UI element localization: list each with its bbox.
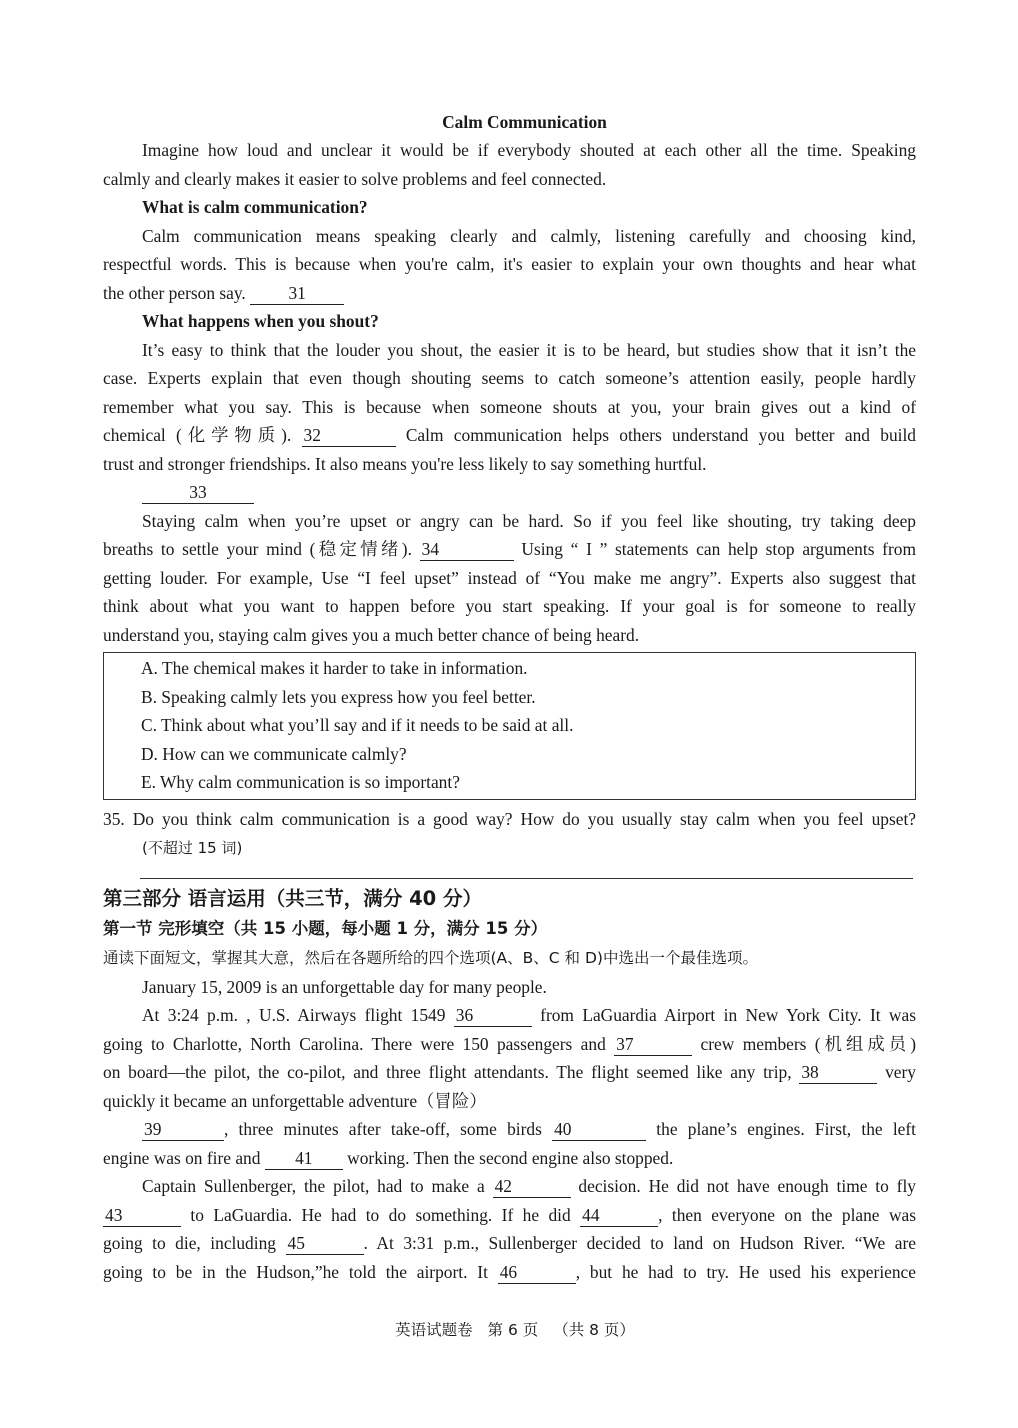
cloze-text: working. Then the second engine also stopped. [347,1147,674,1168]
cloze-text: very [885,1062,916,1082]
passage-text-line: think about what you want to happen before you start speaking. If your goal is for someone to really [103,596,916,616]
passage-text: the other person say. [103,282,246,303]
passage-text-line: Imagine how loud and unclear it would be if everybody shouted at each other all the time. Speaking [142,140,916,160]
part3-heading: 第三部分 语言运用（共三节，满分 40 分） [103,886,483,910]
passage-text-line: respectful words. This is because when you're calm, it's easier to explain your own thoughts and hear what [103,254,916,274]
word-limit: (不超过 15 词) [142,839,243,857]
blank-39[interactable]: 39 [142,1119,224,1141]
cloze-text: At 3:24 p.m. , U.S. Airways flight 1549 [142,1005,446,1025]
answer-line-35[interactable] [140,862,913,879]
blank-36[interactable]: 36 [454,1005,532,1027]
option-d[interactable]: D. How can we communicate calmly? [141,743,407,764]
blank-42[interactable]: 42 [493,1176,571,1198]
part3-subheading: 第一节 完形填空（共 15 小题，每小题 1 分，满分 15 分） [103,918,548,938]
option-c[interactable]: C. Think about what you’ll say and if it needs to be said at all. [141,715,574,735]
cloze-text: on board—the pilot, the co-pilot, and three flight attendants. The flight seemed like any trip, [103,1062,792,1082]
cloze-text: going to Charlotte, North Carolina. There were 150 passengers and [103,1033,606,1054]
section-heading: What happens when you shout? [142,311,379,331]
passage-text-line: remember what you say. This is because when someone shouts at you, your brain gives out a kind of [103,396,916,417]
cloze-text: going to die, including [103,1233,276,1253]
cloze-text-line: quickly it became an unforgettable adventure（冒险） [103,1090,487,1111]
exam-page [103,108,916,1286]
cloze-text: from LaGuardia Airport in New York City. It was [540,1005,916,1025]
blank-34[interactable]: 34 [420,539,514,561]
passage-text-line: understand you, staying calm gives you a much better chance of being heard. [103,624,640,645]
passage-text-line [103,478,916,507]
passage-text-line: case. Experts explain that even though shouting seems to catch someone’s attention easily, people hardly [103,368,916,388]
passage-text-line [103,535,916,564]
cloze-text: Captain Sullenberger, the pilot, had to make a [142,1176,485,1196]
blank-33[interactable]: 33 [142,482,254,504]
option-a[interactable]: A. The chemical makes it harder to take in information. [141,658,528,678]
blank-45[interactable]: 45 [286,1233,364,1255]
passage-text: chemical (化学物质). [103,425,292,445]
cloze-text-line [103,1030,916,1059]
cloze-text: going to be in the Hudson,”he told the airport. It [103,1261,488,1282]
question-35: 35. Do you think calm communication is a good way? How do you usually stay calm when you feel upset? [103,808,916,829]
blank-32[interactable]: 32 [302,425,396,447]
cloze-text-line [103,1001,916,1030]
cloze-instruction: 通读下面短文，掌握其大意，然后在各题所给的四个选项(A、B、C 和 D)中选出一个最佳选项。 [103,948,758,967]
cloze-text: the plane’s engines. First, the left [656,1119,916,1139]
cloze-text: , then everyone on the plane was [658,1204,916,1225]
cloze-text: , three minutes after take-off, some birds [224,1119,542,1139]
blank-43[interactable]: 43 [103,1205,181,1227]
cloze-text-line: January 15, 2009 is an unforgettable day for many people. [142,976,547,997]
passage-text-line [103,279,916,308]
section-heading: What is calm communication? [142,197,368,217]
blank-31[interactable]: 31 [250,283,344,305]
passage-title: Calm Communication [442,112,607,132]
option-b[interactable]: B. Speaking calmly lets you express how you feel better. [141,686,536,707]
blank-44[interactable]: 44 [580,1205,658,1227]
option-e[interactable]: E. Why calm communication is so important? [141,772,460,792]
cloze-text: crew members (机组成员) [700,1033,917,1054]
cloze-text: . At 3:31 p.m., Sullenberger decided to land on Hudson River. “We are [363,1233,916,1253]
passage-text-line: It’s easy to think that the louder you shout, the easier it is to be heard, but studies show that it isn’t the [142,339,916,360]
passage-text-line: Staying calm when you’re upset or angry can be hard. So if you feel like shouting, try taking deep [142,510,916,531]
cloze-text-line [103,1144,916,1173]
passage-text-line: calmly and clearly makes it easier to solve problems and feel connected. [103,168,607,189]
cloze-text-line [103,1058,916,1087]
cloze-text-line [103,1258,916,1287]
cloze-text: to LaGuardia. He had to do something. If he did [190,1204,571,1225]
cloze-text: , but he had to try. He used his experience [575,1261,916,1282]
passage-text: Calm communication helps others understand you better and build [405,425,917,445]
blank-41[interactable]: 41 [265,1148,343,1170]
blank-38[interactable]: 38 [799,1062,877,1084]
footer-subject: 英语试题卷 [395,1321,473,1339]
passage-text-line: Calm communication means speaking clearly and calmly, listening carefully and choosing kind, [142,225,916,246]
blank-37[interactable]: 37 [614,1034,692,1056]
blank-46[interactable]: 46 [498,1262,576,1284]
blank-40[interactable]: 40 [552,1119,646,1141]
page-footer [0,1318,1018,1340]
passage-text-line: getting louder. For example, Use “I feel upset” instead of “You make me angry”. Experts also suggest that [103,567,916,588]
cloze-text: decision. He did not have enough time to fly [578,1176,916,1196]
cloze-text-line [103,1172,916,1201]
passage-text-line [103,421,916,450]
footer-page-number: 第 6 页 [487,1321,539,1339]
options-box [103,652,916,800]
passage-text-line: trust and stronger friendships. It also means you're less likely to say something hurtful. [103,453,707,474]
passage-text: Using “ I ” statements can help stop arguments from [521,539,916,559]
passage-text: breaths to settle your mind (稳定情绪). [103,539,412,559]
cloze-text-line [103,1201,916,1230]
cloze-text: engine was on fire and [103,1147,261,1168]
cloze-text-line [103,1115,916,1144]
cloze-text-line [103,1229,916,1258]
footer-total-pages: （共 8 页） [553,1321,635,1339]
